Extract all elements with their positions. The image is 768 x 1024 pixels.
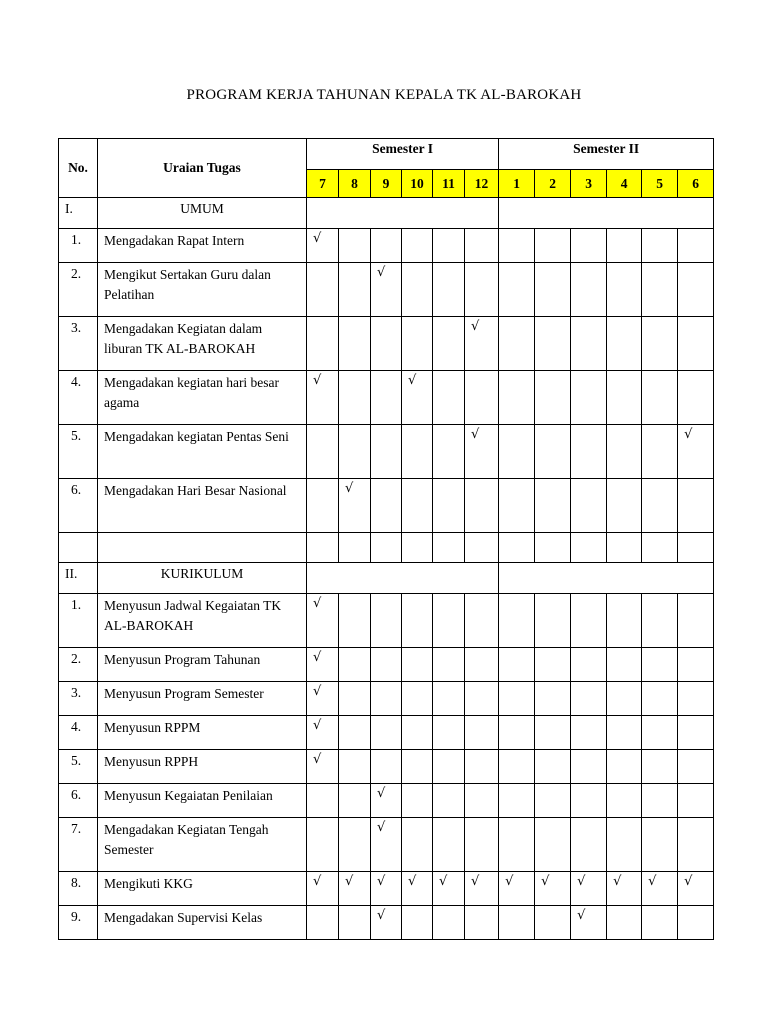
blank-cell [571,533,607,563]
month-check-cell [402,784,433,818]
table-body [59,198,714,940]
month-check-cell [433,682,465,716]
month-cell: 10 [402,170,433,198]
check-mark: √ [313,231,322,246]
check-mark: √ [541,874,550,889]
check-mark: √ [684,427,693,442]
month-check-cell [433,648,465,682]
month-check-cell [607,425,642,479]
month-check-cell [499,750,535,784]
month-check-cell [607,371,642,425]
month-check-cell [402,716,433,750]
month-check-cell [499,648,535,682]
table-row [59,594,714,648]
item-number: 1. [59,229,98,263]
month-check-cell [433,229,465,263]
month-check-cell [371,594,402,648]
month-check-cell [571,750,607,784]
month-check-cell [678,784,714,818]
check-mark: √ [313,373,322,388]
check-mark: √ [471,427,480,442]
month-check-cell [402,906,433,940]
month-check-cell [499,682,535,716]
month-check-cell [339,784,371,818]
month-check-cell [535,716,571,750]
month-check-cell [307,906,339,940]
month-cell: 5 [642,170,678,198]
month-check-cell [535,479,571,533]
month-check-cell [571,317,607,371]
check-mark: √ [505,874,514,889]
month-check-cell [307,317,339,371]
month-check-cell [339,371,371,425]
month-check-cell [371,263,402,317]
month-check-cell [465,594,499,648]
month-check-cell [371,479,402,533]
item-number: 5. [59,425,98,479]
month-check-cell [339,317,371,371]
month-check-cell [371,317,402,371]
month-check-cell [607,682,642,716]
item-number: 3. [59,317,98,371]
month-check-cell [465,818,499,872]
month-check-cell [433,425,465,479]
month-check-cell [402,371,433,425]
header-semester-1: Semester I [307,139,499,170]
table-row [59,425,714,479]
blank-row [59,533,714,563]
month-check-cell [571,229,607,263]
month-check-cell [642,594,678,648]
check-mark: √ [471,874,480,889]
item-number: 2. [59,263,98,317]
month-check-cell [465,317,499,371]
item-number: 2. [59,648,98,682]
month-check-cell [465,479,499,533]
check-mark: √ [377,874,386,889]
table-row [59,317,714,371]
month-check-cell [402,317,433,371]
month-cell: 3 [571,170,607,198]
table-row [59,784,714,818]
month-check-cell [339,818,371,872]
month-check-cell [371,425,402,479]
month-check-cell [465,263,499,317]
month-check-cell [339,906,371,940]
section-number: I. [59,198,98,229]
month-cell: 11 [433,170,465,198]
month-check-cell [607,263,642,317]
month-check-cell [499,229,535,263]
table-row [59,479,714,533]
month-check-cell [465,872,499,906]
month-check-cell [642,425,678,479]
month-check-cell [371,818,402,872]
check-mark: √ [577,874,586,889]
item-description: Menyusun Jadwal Kegaiatan TK AL-BAROKAH [98,594,307,648]
month-check-cell [535,648,571,682]
check-mark: √ [439,874,448,889]
month-check-cell [339,750,371,784]
blank-cell [465,533,499,563]
month-check-cell [642,872,678,906]
month-check-cell [678,872,714,906]
check-mark: √ [313,752,322,767]
header-uraian-tugas: Uraian Tugas [98,139,307,198]
item-number: 3. [59,682,98,716]
item-description: Mengadakan kegiatan hari besar agama [98,371,307,425]
item-number: 4. [59,371,98,425]
month-cell: 9 [371,170,402,198]
month-check-cell [402,263,433,317]
section-number: II. [59,563,98,594]
table-row [59,872,714,906]
month-cell: 12 [465,170,499,198]
month-check-cell [642,750,678,784]
month-check-cell [307,263,339,317]
item-number: 4. [59,716,98,750]
item-number: 6. [59,784,98,818]
check-mark: √ [408,373,417,388]
check-mark: √ [345,481,354,496]
month-check-cell [499,371,535,425]
month-check-cell [339,479,371,533]
month-check-cell [307,594,339,648]
month-check-cell [607,594,642,648]
month-check-cell [642,682,678,716]
month-check-cell [433,263,465,317]
month-check-cell [571,594,607,648]
item-description: Mengadakan kegiatan Pentas Seni [98,425,307,479]
blank-cell [433,533,465,563]
section-row [59,198,714,229]
month-check-cell [535,750,571,784]
month-check-cell [371,371,402,425]
month-check-cell [433,872,465,906]
table-row [59,818,714,872]
item-number: 1. [59,594,98,648]
month-check-cell [402,872,433,906]
month-check-cell [465,425,499,479]
month-check-cell [339,594,371,648]
month-check-cell [678,906,714,940]
check-mark: √ [471,319,480,334]
month-check-cell [339,682,371,716]
blank-cell [678,533,714,563]
month-check-cell [535,263,571,317]
month-check-cell [642,818,678,872]
blank-cell [499,533,535,563]
month-check-cell [433,317,465,371]
month-check-cell [339,872,371,906]
table-row [59,716,714,750]
month-check-cell [371,906,402,940]
blank-cell [339,533,371,563]
check-mark: √ [313,596,322,611]
table-row [59,682,714,716]
month-check-cell [465,750,499,784]
blank-cell [607,533,642,563]
month-check-cell [307,750,339,784]
month-check-cell [678,229,714,263]
table-row [59,263,714,317]
month-check-cell [678,425,714,479]
month-check-cell [371,716,402,750]
month-check-cell [642,263,678,317]
month-check-cell [371,648,402,682]
check-mark: √ [613,874,622,889]
month-check-cell [571,371,607,425]
month-cell: 1 [499,170,535,198]
month-check-cell [678,479,714,533]
item-description: Mengadakan Supervisi Kelas [98,906,307,940]
month-check-cell [642,716,678,750]
month-cell: 8 [339,170,371,198]
month-check-cell [535,784,571,818]
month-check-cell [307,479,339,533]
month-check-cell [307,818,339,872]
month-check-cell [642,784,678,818]
month-check-cell [402,818,433,872]
month-check-cell [678,716,714,750]
month-check-cell [571,906,607,940]
month-check-cell [465,682,499,716]
month-check-cell [307,716,339,750]
section-semester-1-cell [307,563,499,594]
month-check-cell [371,229,402,263]
month-check-cell [307,682,339,716]
month-check-cell [607,872,642,906]
month-check-cell [642,906,678,940]
month-check-cell [433,716,465,750]
check-mark: √ [408,874,417,889]
month-check-cell [678,648,714,682]
month-check-cell [499,818,535,872]
check-mark: √ [313,650,322,665]
month-check-cell [535,818,571,872]
month-check-cell [433,594,465,648]
month-check-cell [571,784,607,818]
month-cell: 4 [607,170,642,198]
blank-cell [307,533,339,563]
item-description: Mengadakan Kegiatan dalam liburan TK AL-BAROKAH [98,317,307,371]
month-check-cell [535,317,571,371]
item-description: Menyusun RPPM [98,716,307,750]
month-check-cell [402,229,433,263]
month-check-cell [465,784,499,818]
table-row [59,648,714,682]
month-check-cell [371,872,402,906]
blank-cell [98,533,307,563]
month-check-cell [607,229,642,263]
month-check-cell [402,750,433,784]
section-row [59,563,714,594]
month-check-cell [465,648,499,682]
month-check-cell [607,818,642,872]
month-check-cell [499,906,535,940]
check-mark: √ [377,265,386,280]
month-check-cell [535,872,571,906]
item-number: 8. [59,872,98,906]
table-row [59,906,714,940]
month-check-cell [607,479,642,533]
month-check-cell [499,425,535,479]
item-description: Menyusun Kegaiatan Penilaian [98,784,307,818]
month-check-cell [571,425,607,479]
item-description: Mengadakan Rapat Intern [98,229,307,263]
month-check-cell [607,906,642,940]
month-check-cell [571,648,607,682]
month-check-cell [642,317,678,371]
month-check-cell [402,648,433,682]
item-description: Menyusun Program Tahunan [98,648,307,682]
month-check-cell [402,479,433,533]
month-check-cell [535,229,571,263]
month-check-cell [571,263,607,317]
month-check-cell [402,594,433,648]
check-mark: √ [648,874,657,889]
item-number: 7. [59,818,98,872]
blank-cell [402,533,433,563]
month-check-cell [535,371,571,425]
month-cell: 7 [307,170,339,198]
month-check-cell [678,818,714,872]
item-description: Mengikuti KKG [98,872,307,906]
document-title: PROGRAM KERJA TAHUNAN KEPALA TK AL-BAROKAH [186,87,582,103]
month-check-cell [465,906,499,940]
month-check-cell [499,716,535,750]
month-check-cell [465,371,499,425]
item-number: 6. [59,479,98,533]
month-check-cell [535,425,571,479]
month-check-cell [499,263,535,317]
check-mark: √ [577,908,586,923]
month-check-cell [371,750,402,784]
check-mark: √ [313,874,322,889]
month-check-cell [433,818,465,872]
month-check-cell [339,716,371,750]
month-check-cell [499,784,535,818]
month-check-cell [307,371,339,425]
section-semester-1-cell [307,198,499,229]
blank-cell [535,533,571,563]
month-check-cell [678,594,714,648]
check-mark: √ [313,684,322,699]
header-no: No. [59,139,98,198]
month-check-cell [571,716,607,750]
month-check-cell [607,716,642,750]
check-mark: √ [345,874,354,889]
month-check-cell [607,750,642,784]
check-mark: √ [684,874,693,889]
item-description: Mengadakan Hari Besar Nasional [98,479,307,533]
month-check-cell [642,371,678,425]
month-check-cell [433,479,465,533]
month-cell: 6 [678,170,714,198]
month-check-cell [499,317,535,371]
month-check-cell [678,317,714,371]
month-check-cell [571,479,607,533]
header-semester-2: Semester II [499,139,714,170]
month-check-cell [307,229,339,263]
month-check-cell [642,479,678,533]
check-mark: √ [313,718,322,733]
item-description: Mengadakan Kegiatan Tengah Semester [98,818,307,872]
blank-cell [371,533,402,563]
month-check-cell [678,750,714,784]
section-semester-2-cell [499,563,714,594]
month-check-cell [307,784,339,818]
month-check-cell [339,263,371,317]
month-check-cell [465,229,499,263]
month-check-cell [571,818,607,872]
section-title: UMUM [98,198,307,229]
month-check-cell [402,682,433,716]
program-table [58,138,714,940]
month-check-cell [465,716,499,750]
table-row [59,750,714,784]
blank-cell [642,533,678,563]
month-check-cell [499,872,535,906]
check-mark: √ [377,786,386,801]
month-cell: 2 [535,170,571,198]
month-check-cell [307,872,339,906]
item-number: 9. [59,906,98,940]
item-description: Mengikut Sertakan Guru dalan Pelatihan [98,263,307,317]
month-check-cell [307,425,339,479]
month-check-cell [339,648,371,682]
month-check-cell [535,594,571,648]
month-check-cell [433,750,465,784]
month-check-cell [402,425,433,479]
section-semester-2-cell [499,198,714,229]
month-check-cell [371,784,402,818]
month-check-cell [433,371,465,425]
section-title: KURIKULUM [98,563,307,594]
month-check-cell [535,906,571,940]
month-check-cell [678,263,714,317]
month-check-cell [678,682,714,716]
month-check-cell [642,229,678,263]
item-description: Menyusun RPPH [98,750,307,784]
month-check-cell [499,594,535,648]
month-check-cell [607,784,642,818]
item-number: 5. [59,750,98,784]
month-check-cell [307,648,339,682]
month-check-cell [339,229,371,263]
month-check-cell [571,872,607,906]
month-check-cell [607,317,642,371]
table-row [59,229,714,263]
month-check-cell [535,682,571,716]
table-row [59,371,714,425]
blank-cell [59,533,98,563]
month-check-cell [371,682,402,716]
month-check-cell [499,479,535,533]
item-description: Menyusun Program Semester [98,682,307,716]
month-check-cell [339,425,371,479]
check-mark: √ [377,820,386,835]
month-check-cell [433,784,465,818]
month-check-cell [571,682,607,716]
check-mark: √ [377,908,386,923]
month-check-cell [678,371,714,425]
month-check-cell [607,648,642,682]
month-check-cell [642,648,678,682]
month-check-cell [433,906,465,940]
